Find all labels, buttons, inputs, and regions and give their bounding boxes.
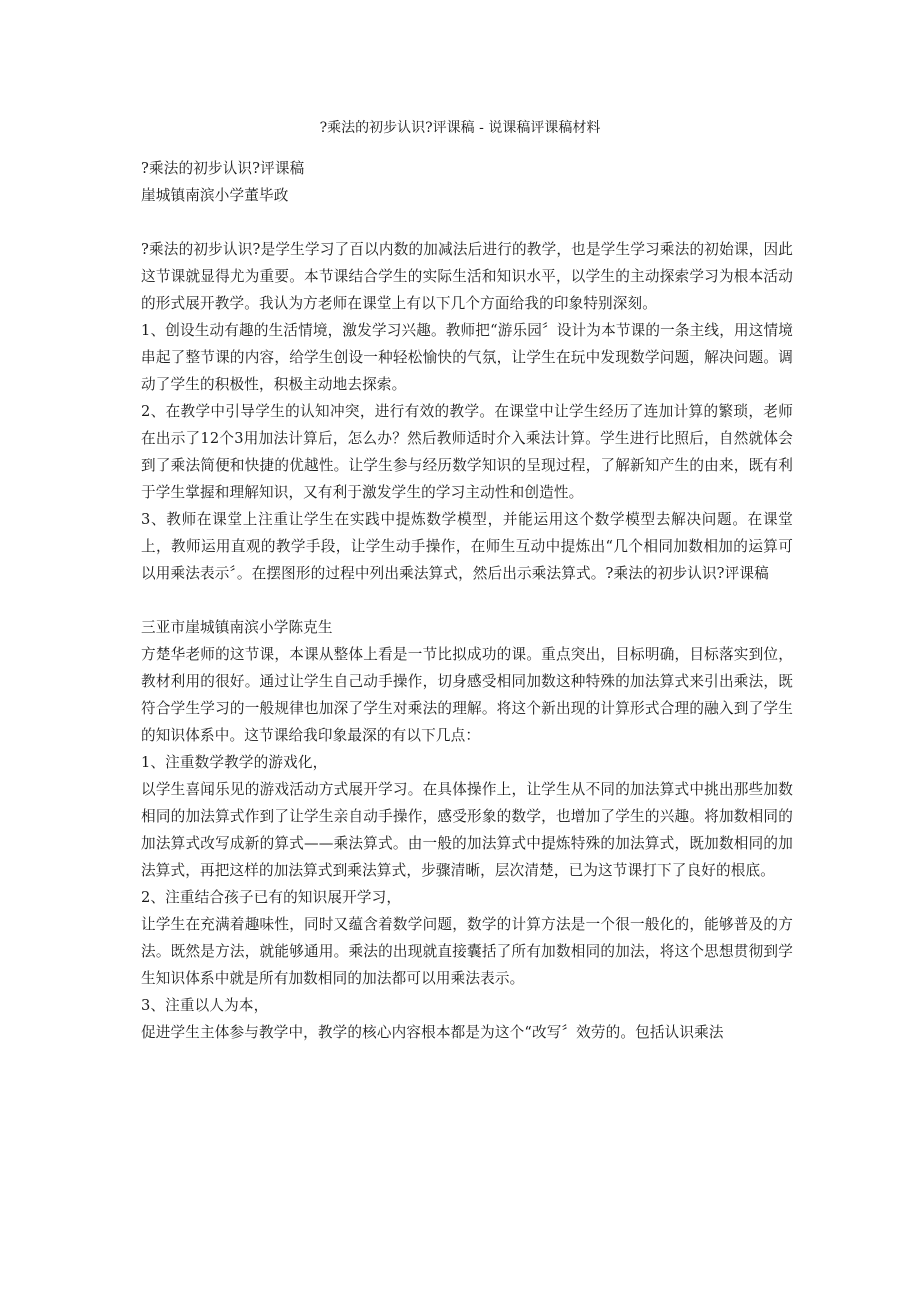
section2-point3-title: 3、注重以人为本， (141, 997, 269, 1014)
section1-author: 崖城镇南滨小学董毕政 (141, 187, 289, 204)
section1-point3: 3、教师在课堂上注重让学生在实践中提炼数学模型，并能运用这个数学模型去解决问题。在课堂上，教师运用直观的教学手段，让学生动手操作，在师生互动中提炼出“几个相同加数相加的运算可以用乘法表示〞。在摆图形的过程中列出乘法算式，然后出示乘法算式。?乘法的初步认识?评课稿 (141, 511, 793, 582)
section1-point1: 1、创设生动有趣的生活情境，激发学习兴趣。教师把“游乐园〞设计为本节课的一条主线，用这情境串起了整节课的内容，给学生创设一种轻松愉快的气氛，让学生在玩中发现数学问题，解决问题。调动了学生的积极性，积极主动地去探索。 (141, 322, 793, 393)
section2-author: 三亚市崖城镇南滨小学陈克生 (141, 619, 333, 636)
section2-intro: 方楚华老师的这节课，本课从整体上看是一节比拟成功的课。重点突出，目标明确，目标落实到位，教材利用的很好。通过让学生自己动手操作，切身感受相同加数这种特殊的加法算式来引出乘法，既符合学生学习的一般规律也加深了学生对乘法的理解。将这个新出现的计算形式合理的融入到了学生的知识体系中。这节课给我印象最深的有以下几点： (141, 646, 793, 744)
paragraph-gap (141, 587, 793, 614)
paragraph-gap (141, 209, 793, 236)
section2-point1-body: 以学生喜闻乐见的游戏活动方式展开学习。在具体操作上，让学生从不同的加法算式中挑出那些加数相同的加法算式作到了让学生亲自动手操作，感受形象的数学，也增加了学生的兴趣。将加数相同的加法算式改写成新的算式——乘法算式。由一般的加法算式中提炼特殊的加法算式，既加数相同的加法算式，再把这样的加法算式到乘法算式，步骤清晰，层次清楚，已为这节课打下了良好的根底。 (141, 781, 793, 879)
section2-point3-body: 促进学生主体参与教学中，教学的核心内容根本都是为这个“改写〞效劳的。包括认识乘法 (141, 1024, 724, 1041)
document-title: ?乘法的初步认识?评课稿 - 说课稿评课稿材料 (319, 120, 601, 136)
section1-point2: 2、在教学中引导学生的认知冲突，进行有效的教学。在课堂中让学生经历了连加计算的繁琐，老师在出示了12个3用加法计算后，怎么办？然后教师适时介入乘法计算。学生进行比照后，自然就体会到了乘法简便和快捷的优越性。让学生参与经历数学知识的呈现过程，了解新知产生的由来，既有利于学生掌握和理解知识，又有利于激发学生的学习主动性和创造性。 (141, 403, 793, 501)
section1-intro: ?乘法的初步认识?是学生学习了百以内数的加减法后进行的教学，也是学生学习乘法的初始课，因此这节课就显得尤为重要。本节课结合学生的实际生活和知识水平，以学生的主动探索学习为根本活动的形式展开教学。我认为方老师在课堂上有以下几个方面给我的印象特别深刻。 (141, 241, 793, 312)
section2-point2-body: 让学生在充满着趣味性，同时又蕴含着数学问题，数学的计算方法是一个很一般化的，能够普及的方法。既然是方法，就能够通用。乘法的出现就直接囊括了所有加数相同的加法，将这个思想贯彻到学生知识体系中就是所有加数相同的加法都可以用乘法表示。 (141, 916, 793, 987)
section2-point2-title: 2、注重结合孩子已有的知识展开学习， (141, 889, 402, 906)
section1-heading: ?乘法的初步认识?评课稿 (141, 160, 305, 177)
section2-point1-title: 1、注重数学教学的游戏化， (141, 754, 328, 771)
document-body (141, 155, 793, 1046)
